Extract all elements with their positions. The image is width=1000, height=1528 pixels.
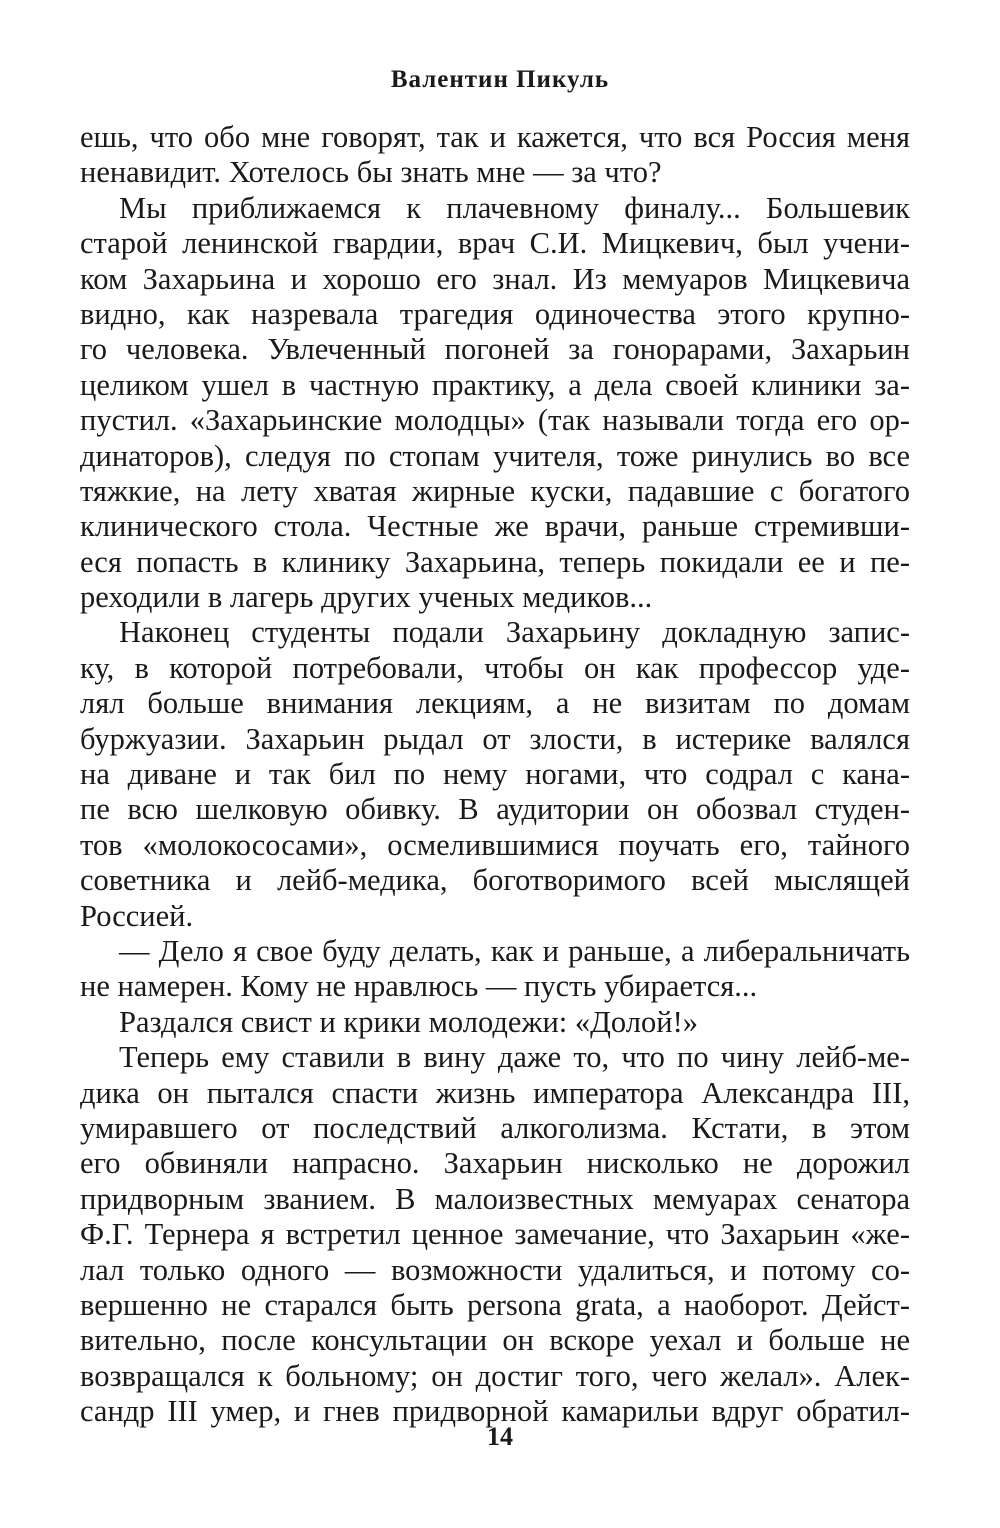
text-line: Мы приближаемся к плачевному финалу... Большевик [119, 190, 910, 225]
text-line: ку, в которой потребовали, чтобы он как профессор уде- [80, 650, 910, 685]
text-line: вительно, после консультации он вскоре уехал и больше не [80, 1323, 910, 1358]
text-line: го человека. Увлеченный погоней за гонорарами, Захарьин [80, 332, 910, 367]
text-line: умиравшего от последствий алкоголизма. Кстати, в этом [80, 1110, 910, 1145]
body-text [80, 120, 910, 1429]
running-head-author: Валентин Пикуль [390, 66, 610, 93]
text-line: пе всю шелковую обивку. В аудитории он обозвал студен- [80, 792, 910, 827]
text-line: пустил. «Захарьинские молодцы» (так называли тогда его ор- [80, 403, 910, 438]
text-line: реходили в лагерь других ученых медиков... [80, 580, 653, 615]
text-line: целиком ушел в частную практику, а дела своей клиники за- [80, 367, 910, 402]
text-line: лял больше внимания лекциям, а не визитам по домам [80, 686, 910, 721]
text-line: буржуазии. Захарьин рыдал от злости, в истерике валялся [80, 721, 910, 756]
text-line: ненавидит. Хотелось бы знать мне — за что? [80, 155, 662, 190]
text-line: видно, как назревала трагедия одиночества этого крупно- [80, 296, 910, 331]
text-line: Россией. [80, 898, 194, 933]
text-line: его обвиняли напрасно. Захарьин нисколько не дорожил [80, 1146, 910, 1181]
text-line: клинического стола. Честные же врачи, раньше стремивши- [80, 509, 910, 544]
text-line: ешь, что обо мне говорят, так и кажется, что вся Россия меня [80, 120, 910, 154]
text-line: старой ленинской гвардии, врач С.И. Мицкевич, был учени- [80, 226, 910, 261]
text-line: придворным званием. В малоизвестных мемуарах сенатора [80, 1181, 910, 1216]
text-line: Теперь ему ставили в вину даже то, что по чину лейб-ме- [119, 1040, 910, 1075]
text-line: динаторов), следуя по стопам учителя, тоже ринулись во все [80, 438, 910, 473]
text-line: тов «молокососами», осмелившимися поучать его, тайного [80, 827, 910, 862]
text-line: вершенно не старался быть persona grata, а наоборот. Дейст- [80, 1287, 910, 1322]
text-line: на диване и так бил по нему ногами, что содрал с кана- [80, 757, 910, 792]
text-line: — Дело я свое буду делать, как и раньше, а либеральничать [119, 933, 910, 968]
text-line: сандр III умер, и гнев придворной камарильи вдруг обратил- [80, 1394, 910, 1429]
text-line: не намерен. Кому не нравлюсь — пусть убирается... [80, 969, 758, 1004]
text-line: дика он пытался спасти жизнь императора Александра III, [80, 1075, 910, 1110]
page-number: 14 [487, 1422, 513, 1451]
text-line: Ф.Г. Тернера я встретил ценное замечание, что Захарьин «же- [80, 1217, 910, 1252]
text-line: советника и лейб-медика, боготворимого всей мыслящей [80, 863, 910, 898]
text-line: возвращался к больному; он достиг того, чего желал». Алек- [80, 1358, 910, 1393]
text-line: Раздался свист и крики молодежи: «Долой!» [119, 1004, 698, 1039]
text-line: тяжкие, на лету хватая жирные куски, падавшие с богатого [80, 473, 910, 508]
text-line: еся попасть в клинику Захарьина, теперь покидали ее и пе- [80, 544, 910, 579]
text-line: лал только одного — возможности удалиться, и потому со- [80, 1252, 910, 1287]
text-line: Наконец студенты подали Захарьину докладную запис- [119, 615, 910, 650]
text-line: ком Захарьина и хорошо его знал. Из мемуаров Мицкевича [80, 261, 910, 296]
